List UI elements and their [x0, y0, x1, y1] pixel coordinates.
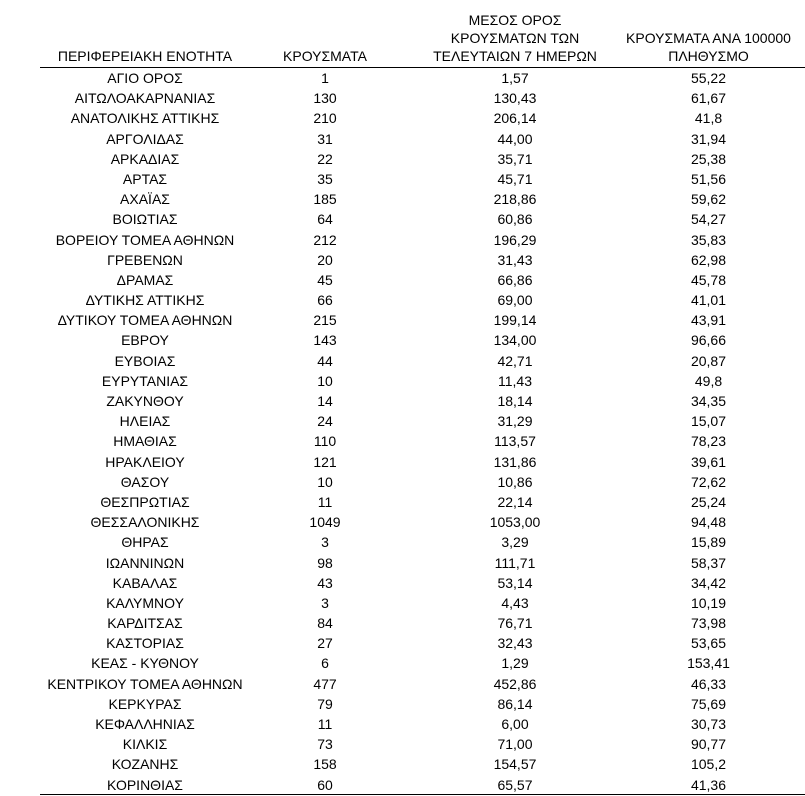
cell-region: ΑΧΑΪΑΣ [120, 191, 170, 208]
cell-region: ΗΜΑΘΙΑΣ [113, 433, 177, 450]
cell-region: ΚΕΑΣ - ΚΥΘΝΟΥ [91, 655, 199, 672]
cell-cases: 1049 [309, 514, 341, 531]
table-row [40, 189, 805, 209]
cell-cases: 73 [317, 736, 333, 753]
cell-cases: 158 [313, 756, 337, 773]
cell-per100k: 62,98 [690, 251, 727, 268]
cell-region: ΙΩΑΝΝΙΝΩΝ [105, 554, 185, 571]
header-per100k [612, 29, 805, 65]
cell-cases: 14 [317, 393, 333, 409]
cell-region: ΘΑΣΟΥ [120, 473, 170, 490]
cell-avg7: 60,86 [497, 211, 533, 228]
cell-per100k: 45,78 [690, 271, 727, 288]
cell-avg7: 53,14 [497, 574, 533, 591]
cell-per100k: 15,07 [690, 413, 727, 430]
header-cases-label: ΚΡΟΥΣΜΑΤΑ [283, 48, 367, 64]
table-row [40, 250, 805, 270]
table-row [40, 734, 805, 754]
cell-per100k: 20,87 [690, 352, 727, 369]
cell-cases: 210 [313, 110, 337, 127]
cell-region: ΑΡΚΑΔΙΑΣ [110, 150, 180, 167]
cell-cases: 215 [313, 312, 337, 329]
cell-avg7: 1,29 [501, 655, 529, 672]
cell-cases: 31 [317, 130, 333, 147]
cell-per100k: 51,56 [690, 170, 727, 187]
cell-cases: 10 [317, 473, 333, 490]
cell-avg7: 18,14 [497, 393, 533, 409]
cell-avg7: 69,00 [497, 292, 533, 309]
cell-cases: 24 [317, 413, 333, 430]
cell-region: ΚΟΖΑΝΗΣ [111, 756, 179, 773]
header-cases [265, 47, 385, 65]
cell-per100k: 78,23 [690, 433, 727, 450]
table-row [40, 431, 805, 451]
cell-per100k: 75,69 [690, 695, 727, 712]
cell-avg7: 71,00 [497, 736, 533, 753]
cell-region: ΔΥΤΙΚΟΥ ΤΟΜΕΑ ΑΘΗΝΩΝ [57, 312, 233, 329]
cell-avg7: 31,29 [497, 413, 533, 430]
cell-region: ΚΟΡΙΝΘΙΑΣ [107, 776, 183, 793]
cell-per100k: 25,24 [690, 493, 727, 510]
cell-per100k: 34,35 [690, 393, 727, 409]
cell-avg7: 65,57 [497, 776, 533, 793]
table-row [40, 553, 805, 573]
cell-region: ΑΡΤΑΣ [122, 170, 168, 187]
header-region-label: ΠΕΡΙΦΕΡΕΙΑΚΗ ΕΝΟΤΗΤΑ [57, 48, 233, 64]
cell-region: ΗΛΕΙΑΣ [119, 413, 171, 430]
cell-region: ΘΗΡΑΣ [121, 534, 169, 551]
table-row [40, 492, 805, 512]
cell-avg7: 44,00 [497, 130, 533, 147]
table-row [40, 472, 805, 492]
cell-avg7: 111,71 [494, 554, 536, 571]
cell-region: ΓΡΕΒΕΝΩΝ [107, 251, 183, 268]
cell-cases: 10 [317, 372, 333, 389]
cell-avg7: 1,57 [501, 70, 529, 86]
cell-avg7: 206,14 [493, 110, 537, 127]
cell-cases: 6 [321, 655, 329, 672]
table-row [40, 88, 805, 108]
cell-avg7: 11,43 [498, 372, 532, 389]
table-row [40, 371, 805, 391]
header-per100k-line1: ΚΡΟΥΣΜΑΤΑ ΑΝΑ 100000 [626, 30, 791, 46]
cell-per100k: 72,62 [690, 473, 727, 490]
cell-cases: 11 [317, 493, 333, 510]
table-row [40, 573, 805, 593]
cell-cases: 27 [317, 635, 333, 652]
cell-per100k: 55,22 [690, 70, 727, 86]
cell-per100k: 41,8 [694, 110, 723, 127]
table-row [40, 290, 805, 310]
cell-per100k: 96,66 [690, 332, 727, 349]
cell-region: ΒΟΡΕΙΟΥ ΤΟΜΕΑ ΑΘΗΝΩΝ [55, 231, 235, 248]
cell-avg7: 35,71 [497, 150, 533, 167]
cell-cases: 1 [321, 70, 329, 86]
cell-region: ΕΥΡΥΤΑΝΙΑΣ [101, 372, 189, 389]
cell-region: ΖΑΚΥΝΘΟΥ [106, 393, 184, 409]
cell-avg7: 4,43 [501, 594, 529, 611]
cell-region: ΕΥΒΟΙΑΣ [114, 352, 176, 369]
table-row [40, 653, 805, 673]
cell-cases: 98 [317, 554, 333, 571]
cell-per100k: 30,73 [690, 716, 727, 732]
table-row [40, 512, 805, 532]
cell-avg7: 86,14 [497, 695, 533, 712]
cell-avg7: 218,86 [493, 191, 537, 208]
cell-per100k: 105,2 [690, 756, 727, 773]
cell-avg7: 154,57 [493, 756, 537, 773]
table-row [40, 411, 805, 431]
cell-region: ΗΡΑΚΛΕΙΟΥ [105, 453, 185, 470]
cell-avg7: 196,29 [493, 231, 537, 248]
cell-per100k: 73,98 [690, 615, 727, 632]
cell-per100k: 59,62 [690, 191, 727, 208]
cell-avg7: 199,14 [493, 312, 537, 329]
table-row [40, 452, 805, 472]
cell-cases: 212 [313, 231, 337, 248]
table-row [40, 330, 805, 350]
cell-cases: 43 [317, 574, 333, 591]
cell-per100k: 53,65 [690, 635, 727, 652]
cell-cases: 64 [317, 211, 333, 228]
cell-region: ΚΕΦΑΛΛΗΝΙΑΣ [95, 716, 195, 732]
cell-cases: 3 [321, 594, 329, 611]
cell-avg7: 45,71 [497, 170, 533, 187]
header-per100k-line2: ΠΛΗΘΥΣΜΟ [668, 48, 749, 64]
cell-region: ΔΡΑΜΑΣ [116, 271, 174, 288]
table-row [40, 391, 805, 411]
table-row [40, 270, 805, 290]
cell-region: ΑΙΤΩΛΟΑΚΑΡΝΑΝΙΑΣ [74, 90, 216, 107]
table-row [40, 351, 805, 371]
table-row [40, 532, 805, 552]
cell-cases: 22 [317, 150, 333, 167]
table-row [40, 714, 805, 734]
cell-region: ΚΑΣΤΟΡΙΑΣ [106, 635, 184, 652]
cell-per100k: 10,19 [690, 594, 727, 611]
cell-region: ΚΕΡΚΥΡΑΣ [108, 695, 182, 712]
table-row [40, 129, 805, 149]
table-row [40, 209, 805, 229]
cell-region: ΔΥΤΙΚΗΣ ΑΤΤΙΚΗΣ [85, 292, 205, 309]
cell-per100k: 94,48 [690, 514, 727, 531]
table-bottom-border [40, 794, 805, 795]
cell-cases: 130 [313, 90, 337, 107]
cell-region: ΚΑΛΥΜΝΟΥ [106, 594, 184, 611]
table-header [40, 8, 805, 68]
cell-per100k: 46,33 [690, 675, 727, 692]
cell-per100k: 49,8 [694, 372, 723, 389]
table-row [40, 68, 805, 88]
cell-per100k: 41,36 [690, 776, 727, 793]
cell-region: ΚΕΝΤΡΙΚΟΥ ΤΟΜΕΑ ΑΘΗΝΩΝ [47, 675, 243, 692]
cell-cases: 84 [317, 615, 333, 632]
cell-avg7: 130,43 [493, 90, 537, 107]
cell-cases: 3 [321, 534, 329, 551]
cell-region: ΑΝΑΤΟΛΙΚΗΣ ΑΤΤΙΚΗΣ [70, 110, 220, 127]
cell-avg7: 22,14 [497, 493, 533, 510]
cell-region: ΕΒΡΟΥ [121, 332, 169, 349]
cell-per100k: 90,77 [690, 736, 727, 753]
cell-avg7: 6,00 [501, 716, 529, 732]
table-row [40, 674, 805, 694]
cell-per100k: 61,67 [690, 90, 727, 107]
cell-avg7: 134,00 [493, 332, 537, 349]
table-body [40, 68, 805, 795]
cell-avg7: 31,43 [497, 251, 533, 268]
cell-per100k: 15,89 [690, 534, 727, 551]
cell-avg7: 32,43 [497, 635, 533, 652]
header-avg7-line2: ΚΡΟΥΣΜΑΤΩΝ ΤΩΝ [450, 30, 580, 46]
cell-region: ΚΑΡΔΙΤΣΑΣ [107, 615, 183, 632]
cell-cases: 66 [317, 292, 333, 309]
table-row [40, 613, 805, 633]
cell-per100k: 58,37 [690, 554, 727, 571]
header-region [40, 47, 250, 65]
cell-per100k: 43,91 [690, 312, 727, 329]
cell-per100k: 34,42 [690, 574, 727, 591]
cell-per100k: 31,94 [690, 130, 727, 147]
cell-region: ΑΡΓΟΛΙΔΑΣ [106, 130, 184, 147]
cell-cases: 477 [313, 675, 337, 692]
cell-cases: 11 [317, 716, 333, 732]
cell-region: ΚΑΒΑΛΑΣ [112, 574, 178, 591]
table-row [40, 593, 805, 613]
cell-per100k: 153,41 [687, 655, 730, 672]
cell-cases: 35 [317, 170, 333, 187]
cell-avg7: 76,71 [497, 615, 533, 632]
cell-cases: 44 [317, 352, 333, 369]
table-row [40, 108, 805, 128]
table-row [40, 754, 805, 774]
cell-region: ΘΕΣΠΡΩΤΙΑΣ [100, 493, 190, 510]
cell-cases: 143 [313, 332, 337, 349]
cell-avg7: 42,71 [497, 352, 533, 369]
cell-cases: 121 [313, 453, 337, 470]
cell-cases: 79 [317, 695, 333, 712]
cell-cases: 20 [317, 251, 333, 268]
cell-region: ΒΟΙΩΤΙΑΣ [112, 211, 178, 228]
table-row [40, 149, 805, 169]
cell-region: ΚΙΛΚΙΣ [122, 736, 168, 753]
cell-avg7: 10,86 [497, 473, 533, 490]
cell-region: ΑΓΙΟ ΟΡΟΣ [107, 70, 183, 86]
cell-avg7: 66,86 [497, 271, 533, 288]
cell-avg7: 1053,00 [489, 514, 541, 531]
cell-region: ΘΕΣΣΑΛΟΝΙΚΗΣ [90, 514, 200, 531]
table-row [40, 633, 805, 653]
cell-per100k: 41,01 [690, 292, 727, 309]
table-row [40, 310, 805, 330]
table-row [40, 694, 805, 714]
header-avg7 [395, 11, 635, 65]
header-avg7-line3: ΤΕΛΕΥΤΑΙΩΝ 7 ΗΜΕΡΩΝ [433, 48, 597, 64]
cell-cases: 185 [313, 191, 337, 208]
table-row [40, 775, 805, 795]
cell-cases: 45 [317, 271, 333, 288]
table-row [40, 169, 805, 189]
cell-avg7: 3,29 [501, 534, 529, 551]
cell-per100k: 39,61 [690, 453, 727, 470]
cell-cases: 110 [313, 433, 337, 450]
cell-avg7: 113,57 [494, 433, 536, 450]
cell-per100k: 54,27 [690, 211, 727, 228]
cell-per100k: 25,38 [690, 150, 727, 167]
cell-avg7: 452,86 [493, 675, 537, 692]
header-avg7-line1: ΜΕΣΟΣ ΟΡΟΣ [468, 12, 562, 28]
cell-per100k: 35,83 [690, 231, 727, 248]
cell-avg7: 131,86 [493, 453, 537, 470]
table-row [40, 230, 805, 250]
cell-cases: 60 [317, 776, 333, 793]
